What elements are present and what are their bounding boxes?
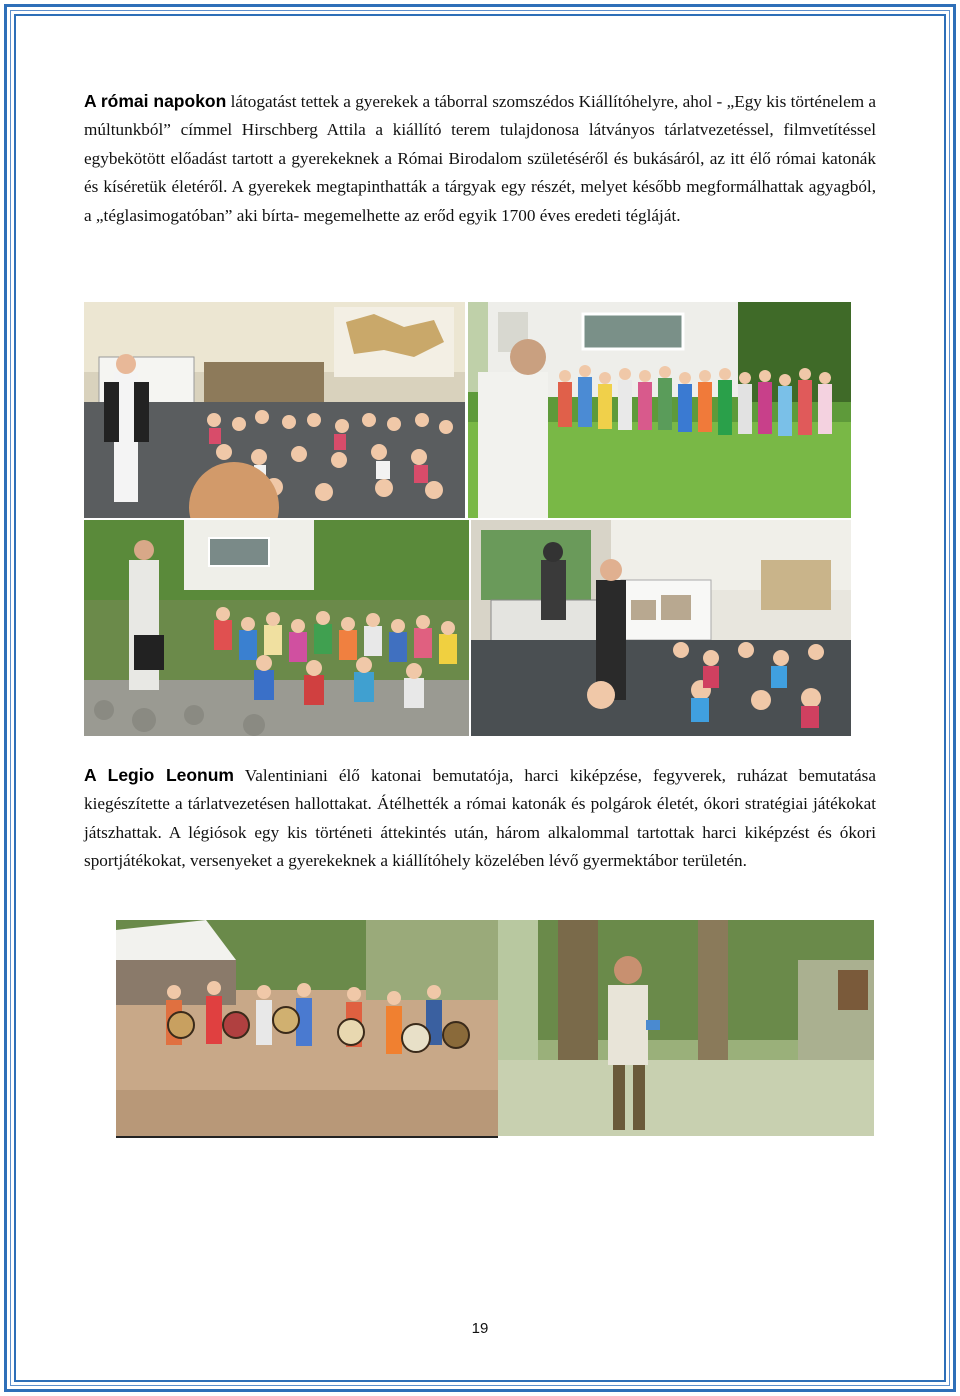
photo-roman-model-exhibition xyxy=(471,520,851,736)
paragraph-body: látogatást tettek a gyerekek a táborral szomszédos Kiállítóhelyre, ahol - „Egy kis történelem a múltunkból” címmel Hirschberg Attila a kiállító terem tulajdonosa látványos tárlatvezetéssel, filmvetítéssel egybekötött előadást tartott a gyerekeknek a Római Birodalom születéséről és bukásáról, az itt élő római katonák és kíséretük életéről. A gyerekek megtapinthatták a tárgyak egy részét, melyet később megformálhattak agyagból, a „téglasimogatóban” aki bírta- megemelhette az erőd egyik 1700 éves eredeti tégláját. xyxy=(84,92,876,225)
photo-exhibition-hall-lecture xyxy=(84,302,465,518)
photo-children-sitting-outdoors xyxy=(84,520,469,736)
photo-legionnaire-in-forest xyxy=(498,920,874,1136)
photo-children-with-shields xyxy=(116,920,498,1136)
page-number: 19 xyxy=(471,1320,489,1337)
photo-children-lawn-lineup xyxy=(468,302,851,518)
horizontal-rule xyxy=(116,1136,498,1138)
paragraph-roman-days xyxy=(84,87,876,230)
paragraph-lead: A Legio Leonum xyxy=(84,765,234,785)
paragraph-body: Valentiniani élő katonai bemutatója, harci kiképzése, fegyverek, ruházat bemutatása kiegészítette a tárlatvezetésen hallottakat. Átélhették a római katonák és polgárok életét, ókori stratégiai játékokat játszhattak. A légiósok egy kis történeti áttekintés után, három alkalommal tartottak harci kiképzést és ókori sportjátékokat, versenyeket a gyerekeknek a kiállítóhely közelében lévő gyermektábor területén. xyxy=(84,766,876,871)
paragraph-legio-leonum xyxy=(84,761,876,876)
paragraph-lead: A római napokon xyxy=(84,91,227,111)
